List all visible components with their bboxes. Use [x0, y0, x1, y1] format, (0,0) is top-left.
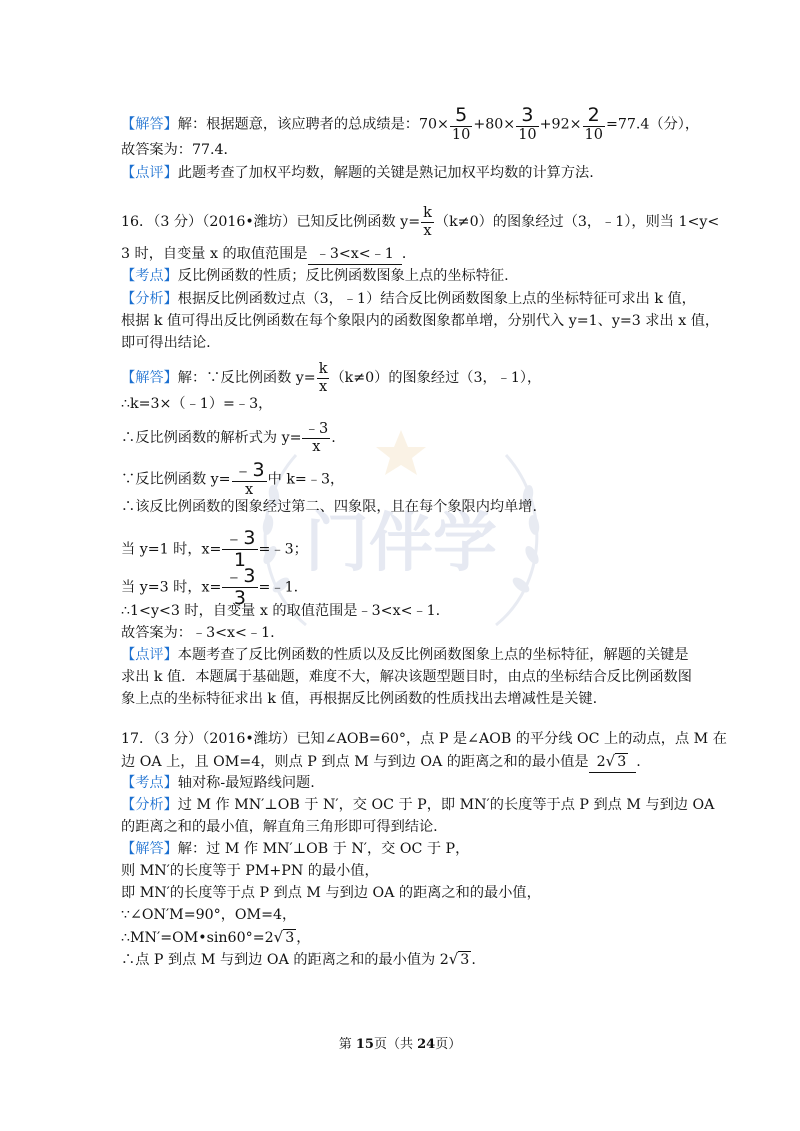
fraction-minus3-over-x: $\frac{﹣3}{x}$: [304, 421, 329, 455]
q16-comment-1: 【点评】本题考查了反比例函数的性质以及反比例函数图象上点的坐标特征，解题的关键是: [121, 647, 689, 663]
q16-solution-6: 当 y=1 时，x= $\frac{﹣3}{1}$ =﹣3；: [121, 527, 308, 571]
watermark-text: 门伴学: [305, 507, 497, 581]
q16-fenxi-3: 即可得出结论.: [121, 335, 211, 351]
q17-stem-line1: 17．（3 分）（2016•潍坊）已知∠AOB=60°，点 P 是∠AOB 的平分线 OC 上的动点，点 M 在: [121, 731, 727, 747]
page-total: 24: [417, 1037, 436, 1052]
fraction-minus3-over-x: $\frac{﹣3}{x}$: [233, 459, 265, 498]
q16-stem-line2: 3 时，自变量 x 的取值范围是 ﹣3<x<﹣1 ．: [121, 244, 416, 265]
q16-solution-2: ∴k=3×（﹣1）=﹣3，: [121, 396, 273, 412]
label-jieda: 【解答】: [121, 370, 178, 386]
label-fenxi: 【分析】: [121, 797, 178, 813]
q17-solution-2: 则 MN′的长度等于 PM+PN 的最小值，: [121, 863, 379, 879]
prev-comment: 【点评】此题考查了加权平均数，解题的关键是熟记加权平均数的计算方法.: [121, 165, 594, 181]
q17-kaodian: 【考点】轴对称-最短路线问题.: [121, 775, 315, 791]
label-dianping: 【点评】: [121, 647, 178, 663]
fraction: $\frac{2}{10}$: [584, 104, 603, 143]
label-jieda: 【解答】: [121, 841, 178, 857]
q16-solution-8: ∴1<y<3 时，自变量 x 的取值范围是﹣3<x<﹣1.: [121, 603, 441, 619]
prev-answer: 故答案为：77.4．: [121, 142, 238, 158]
q16-stem-line1: 16．（3 分）（2016•潍坊）已知反比例函数 y= $\frac{k}{x}$ （k≠0）的图象经过（3，﹣1），则当 1<y<: [121, 205, 720, 239]
q16-answer: 故答案为：﹣3<x<﹣1.: [121, 625, 275, 641]
q16-kaodian: 【考点】反比例函数的性质；反比例函数图象上点的坐标特征.: [121, 268, 509, 284]
q16-solution-1: 【解答】解：∵反比例函数 y= $\frac{k}{x}$ （k≠0）的图象经过（3，﹣1），: [121, 361, 542, 395]
fraction: $\frac{3}{10}$: [518, 104, 537, 143]
q17-solution-3: 即 MN′的长度等于点 P 到点 M 与到边 OA 的距离之和的最小值，: [121, 885, 541, 901]
answer-blank: 2√ 3: [589, 751, 637, 773]
q16-solution-5: ∴该反比例函数的图象经过第二、四象限，且在每个象限内均单增.: [121, 499, 537, 515]
q17-solution-6: ∴点 P 到点 M 与到边 OA 的距离之和的最小值为 2√ 3 .: [121, 950, 476, 968]
q17-solution-1: 【解答】解：过 M 作 MN′⊥OB 于 N′，交 OC 于 P，: [121, 841, 470, 857]
answer-blank: ﹣3<x<﹣1: [308, 244, 402, 265]
q17-fenxi-1: 【分析】过 M 作 MN′⊥OB 于 N′，交 OC 于 P，即 MN′的长度等于点 P 到点 M 与到边 OA: [121, 797, 715, 813]
fraction-k-over-x: $\frac{k}{x}$: [318, 361, 328, 395]
q16-solution-4: ∵反比例函数 y= $\frac{﹣3}{x}$ 中 k=﹣3，: [121, 459, 345, 498]
q17-stem-line2: 边 OA 上，且 OM=4，则点 P 到点 M 与到边 OA 的距离之和的最小值是 2√ 3 .: [121, 751, 641, 773]
sqrt: √ 3: [448, 950, 470, 968]
label-dianping: 【点评】: [121, 165, 178, 181]
fraction: $\frac{5}{10}$: [451, 104, 471, 143]
fraction-minus3-over-1: $\frac{﹣3}{1}$: [224, 527, 256, 571]
q16-fenxi-1: 【分析】根据反比例函数过点（3，﹣1）结合反比例函数图象上点的坐标特征可求出 k 值，: [121, 291, 696, 307]
q17-fenxi-2: 的距离之和的最小值，解直角三角形即可得到结论.: [121, 819, 438, 835]
q16-comment-2: 求出 k 值．本题属于基础题，难度不大，解决该题型题目时，由点的坐标结合反比例函数图: [121, 669, 692, 685]
prev-solution-text: 解：根据题意，该应聘者的总成绩是：70×: [177, 116, 449, 133]
sqrt: √ 3: [273, 928, 295, 946]
q16-solution-7: 当 y=3 时，x= $\frac{﹣3}{3}$ =﹣1.: [121, 565, 299, 609]
label-kaodian: 【考点】: [121, 268, 178, 284]
q17-solution-5: ∴MN′=OM•sin60°=2√ 3 ，: [121, 928, 311, 946]
label-jieda: 【解答】: [121, 116, 178, 133]
sqrt: √ 3: [605, 752, 627, 770]
label-fenxi: 【分析】: [121, 291, 178, 307]
q17-solution-4: ∵∠ON′M=90°，OM=4，: [121, 907, 297, 923]
q16-fenxi-2: 根据 k 值可得出反比例函数在每个象限内的函数图象都单增，分别代入 y=1、y=3 求出 x 值，: [121, 313, 720, 329]
page-footer: 第 15页（共 24页）: [338, 1037, 462, 1052]
page-number: 15: [355, 1037, 374, 1052]
prev-solution-line: 【解答】解：根据题意，该应聘者的总成绩是：70× $\frac{5}{10}$ +80× $\frac{3}{10}$ +92× $\frac{2}{10}$ =77.4（分），: [121, 104, 700, 143]
label-kaodian: 【考点】: [121, 775, 178, 791]
q16-comment-3: 象上点的坐标特征求出 k 值，再根据反比例函数的性质找出去增减性是关键.: [121, 691, 598, 707]
q16-solution-3: ∴反比例函数的解析式为 y= $\frac{﹣3}{x}$ .: [121, 421, 336, 455]
fraction-k-over-x: $\frac{k}{x}$: [423, 205, 432, 239]
fraction-minus3-over-3: $\frac{﹣3}{3}$: [224, 565, 256, 609]
